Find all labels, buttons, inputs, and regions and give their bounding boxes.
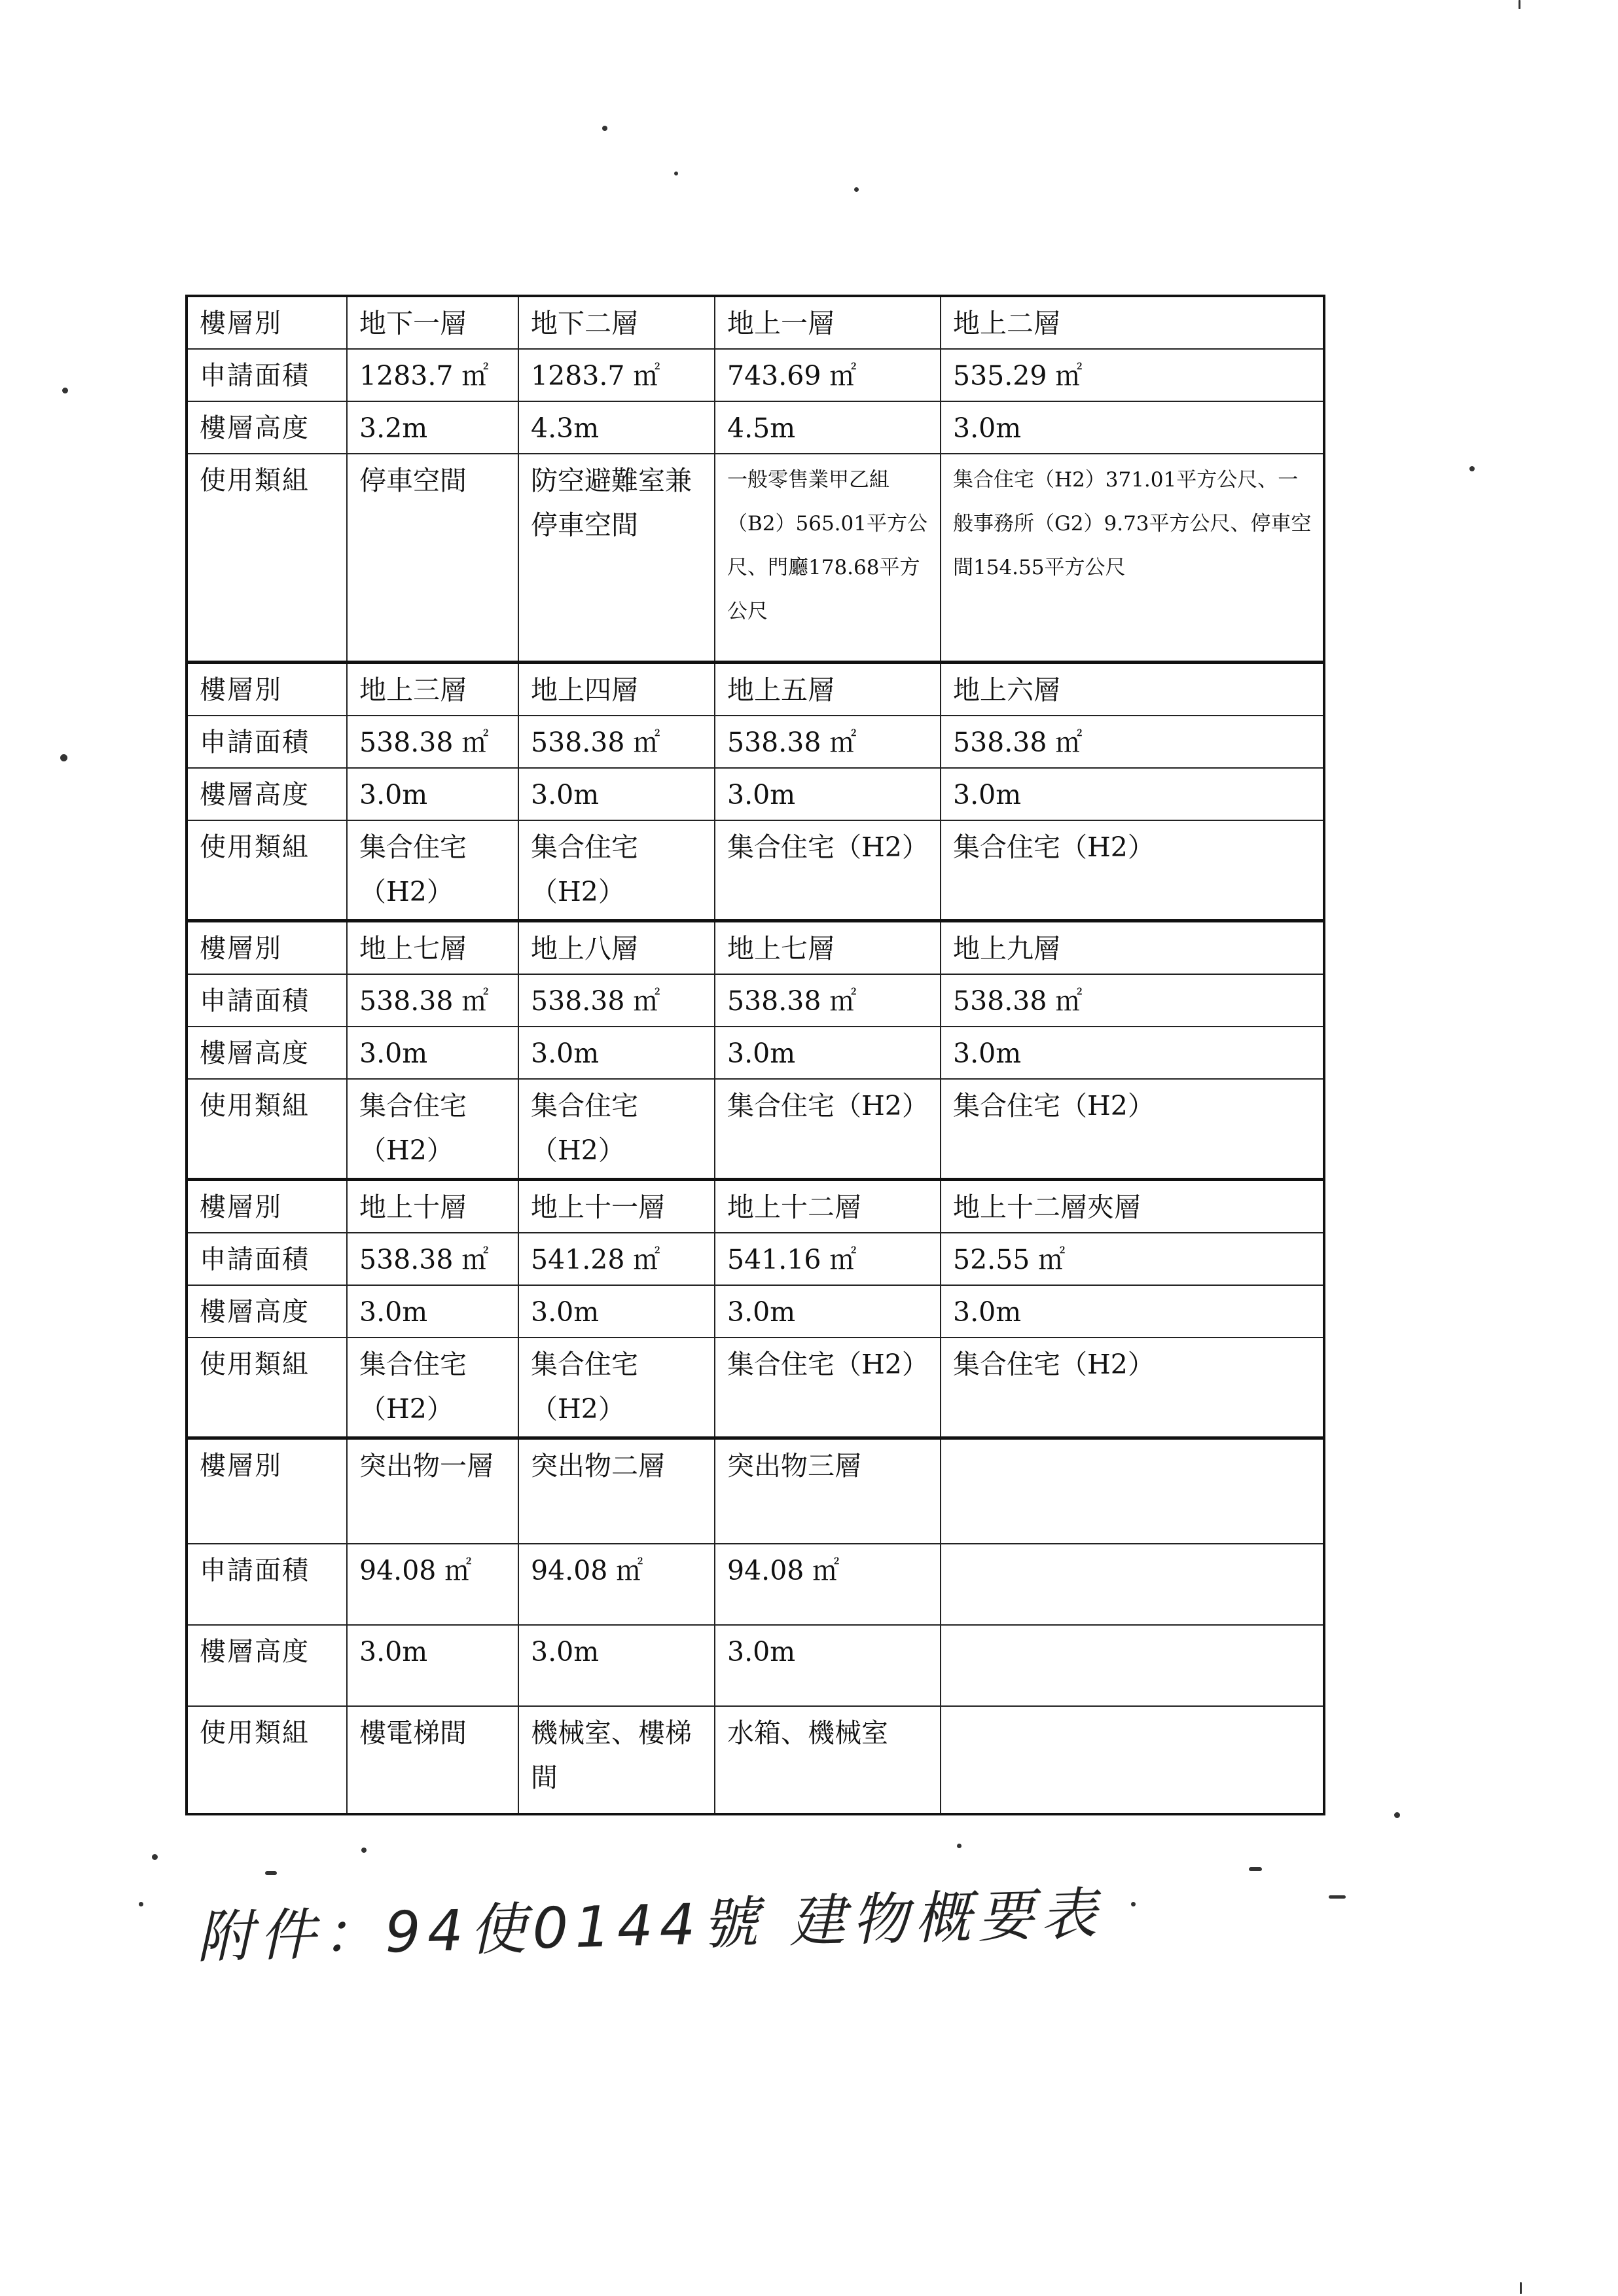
building-summary-table [185, 295, 1325, 1815]
area-value: 52.55 ㎡ [941, 1233, 1324, 1285]
scan-speck [1394, 1812, 1400, 1818]
table-row [187, 1233, 1324, 1285]
height-value: 4.3m [518, 401, 715, 454]
area-value: 94.08 ㎡ [347, 1544, 518, 1625]
handwritten-annotation: 附件：94使0144號 建物概要表 [195, 1881, 1104, 1971]
row-label: 樓層高度 [187, 1285, 347, 1338]
floor-name: 地上六層 [941, 663, 1324, 716]
scan-speck [60, 754, 67, 761]
row-label: 申請面積 [187, 349, 347, 401]
use-value: 集合住宅（H2） [347, 820, 518, 921]
table-row [187, 1338, 1324, 1438]
floor-name: 地上四層 [518, 663, 715, 716]
row-label: 使用類組 [187, 454, 347, 663]
area-value: 538.38 ㎡ [347, 974, 518, 1027]
row-label: 申請面積 [187, 1233, 347, 1285]
scan-speck [1131, 1902, 1136, 1906]
floor-name: 地上十層 [347, 1180, 518, 1233]
use-value: 集合住宅（H2） [347, 1338, 518, 1438]
floor-name: 地上八層 [518, 921, 715, 975]
table-row [187, 1285, 1324, 1338]
use-value: 集合住宅（H2） [518, 1338, 715, 1438]
height-value: 3.0m [347, 1625, 518, 1706]
area-value: 538.38 ㎡ [941, 716, 1324, 768]
scan-speck [139, 1902, 143, 1906]
table-row [187, 454, 1324, 663]
scan-speck [854, 187, 859, 192]
floor-name: 地上三層 [347, 663, 518, 716]
use-value: 集合住宅（H2） [941, 1338, 1324, 1438]
empty-cell [941, 1544, 1324, 1625]
use-value: 集合住宅（H2） [518, 820, 715, 921]
height-value: 3.2m [347, 401, 518, 454]
row-label: 樓層別 [187, 296, 347, 349]
floor-name: 地上七層 [715, 921, 941, 975]
table-row [187, 768, 1324, 820]
row-label: 申請面積 [187, 1544, 347, 1625]
floor-name: 地上十二層夾層 [941, 1180, 1324, 1233]
table-row [187, 1079, 1324, 1180]
row-label: 使用類組 [187, 1079, 347, 1180]
use-value: 集合住宅（H2） [347, 1079, 518, 1180]
area-value: 94.08 ㎡ [518, 1544, 715, 1625]
table-row [187, 296, 1324, 349]
height-value: 3.0m [518, 1625, 715, 1706]
use-value: 集合住宅（H2） [941, 1079, 1324, 1180]
table-row [187, 820, 1324, 921]
floor-name: 突出物一層 [347, 1438, 518, 1544]
floor-name: 地上二層 [941, 296, 1324, 349]
scan-speck [1329, 1895, 1346, 1899]
use-value: 集合住宅（H2） [941, 820, 1324, 921]
table-row [187, 1027, 1324, 1079]
row-label: 使用類組 [187, 1706, 347, 1814]
empty-cell [941, 1438, 1324, 1544]
area-value: 538.38 ㎡ [715, 716, 941, 768]
area-value: 535.29 ㎡ [941, 349, 1324, 401]
scan-speck [602, 126, 607, 131]
use-value: 停車空間 [347, 454, 518, 663]
area-value: 538.38 ㎡ [518, 974, 715, 1027]
row-label: 申請面積 [187, 974, 347, 1027]
scan-speck [1469, 466, 1475, 471]
use-value: 集合住宅（H2） [715, 1079, 941, 1180]
table-row [187, 974, 1324, 1027]
table-row [187, 401, 1324, 454]
empty-cell [941, 1706, 1324, 1814]
scan-speck [1520, 2282, 1522, 2294]
height-value: 3.0m [715, 768, 941, 820]
height-value: 3.0m [518, 768, 715, 820]
use-value: 集合住宅（H2） [715, 1338, 941, 1438]
height-value: 3.0m [715, 1027, 941, 1079]
area-value: 538.38 ㎡ [518, 716, 715, 768]
floor-name: 地上一層 [715, 296, 941, 349]
scan-speck [1249, 1867, 1262, 1871]
area-value: 541.28 ㎡ [518, 1233, 715, 1285]
floor-name: 地上十一層 [518, 1180, 715, 1233]
floor-name: 地上十二層 [715, 1180, 941, 1233]
height-value: 3.0m [347, 768, 518, 820]
row-label: 樓層高度 [187, 768, 347, 820]
use-value: 機械室、樓梯間 [518, 1706, 715, 1814]
use-value: 集合住宅（H2） [518, 1079, 715, 1180]
table-row [187, 1706, 1324, 1814]
empty-cell [941, 1625, 1324, 1706]
row-label: 使用類組 [187, 1338, 347, 1438]
scan-speck [62, 388, 68, 393]
floor-name: 地下一層 [347, 296, 518, 349]
height-value: 3.0m [518, 1027, 715, 1079]
row-label: 樓層別 [187, 663, 347, 716]
floor-name: 地上五層 [715, 663, 941, 716]
floor-name: 地上七層 [347, 921, 518, 975]
height-value: 3.0m [941, 768, 1324, 820]
scan-speck [674, 172, 678, 175]
use-value: 水箱、機械室 [715, 1706, 941, 1814]
use-value: 樓電梯間 [347, 1706, 518, 1814]
row-label: 樓層別 [187, 921, 347, 975]
table-row [187, 663, 1324, 716]
row-label: 樓層高度 [187, 401, 347, 454]
area-value: 538.38 ㎡ [941, 974, 1324, 1027]
scan-speck [152, 1854, 158, 1860]
area-value: 538.38 ㎡ [715, 974, 941, 1027]
area-value: 541.16 ㎡ [715, 1233, 941, 1285]
floor-name: 突出物二層 [518, 1438, 715, 1544]
floor-name: 地下二層 [518, 296, 715, 349]
floor-name: 突出物三層 [715, 1438, 941, 1544]
table-row [187, 1438, 1324, 1544]
height-value: 3.0m [941, 1285, 1324, 1338]
height-value: 3.0m [715, 1285, 941, 1338]
use-value: 一般零售業甲乙組（B2）565.01平方公尺、門廳178.68平方公尺 [715, 454, 941, 663]
table-row [187, 1180, 1324, 1233]
use-value: 集合住宅（H2）371.01平方公尺、一般事務所（G2）9.73平方公尺、停車空間154.55平方公尺 [941, 454, 1324, 663]
area-value: 538.38 ㎡ [347, 1233, 518, 1285]
area-value: 743.69 ㎡ [715, 349, 941, 401]
row-label: 申請面積 [187, 716, 347, 768]
table-row [187, 1544, 1324, 1625]
height-value: 3.0m [941, 1027, 1324, 1079]
row-label: 樓層高度 [187, 1027, 347, 1079]
table-row [187, 1625, 1324, 1706]
row-label: 使用類組 [187, 820, 347, 921]
scan-speck [361, 1848, 367, 1853]
row-label: 樓層別 [187, 1180, 347, 1233]
row-label: 樓層別 [187, 1438, 347, 1544]
area-value: 538.38 ㎡ [347, 716, 518, 768]
table-row [187, 349, 1324, 401]
scan-speck [957, 1844, 962, 1848]
height-value: 3.0m [715, 1625, 941, 1706]
scan-speck [1519, 0, 1520, 9]
table-row [187, 716, 1324, 768]
height-value: 4.5m [715, 401, 941, 454]
scan-speck [265, 1871, 277, 1875]
height-value: 3.0m [941, 401, 1324, 454]
area-value: 1283.7 ㎡ [518, 349, 715, 401]
floor-name: 地上九層 [941, 921, 1324, 975]
height-value: 3.0m [347, 1285, 518, 1338]
area-value: 94.08 ㎡ [715, 1544, 941, 1625]
height-value: 3.0m [347, 1027, 518, 1079]
table-row [187, 921, 1324, 975]
use-value: 防空避難室兼停車空間 [518, 454, 715, 663]
use-value: 集合住宅（H2） [715, 820, 941, 921]
row-label: 樓層高度 [187, 1625, 347, 1706]
area-value: 1283.7 ㎡ [347, 349, 518, 401]
height-value: 3.0m [518, 1285, 715, 1338]
